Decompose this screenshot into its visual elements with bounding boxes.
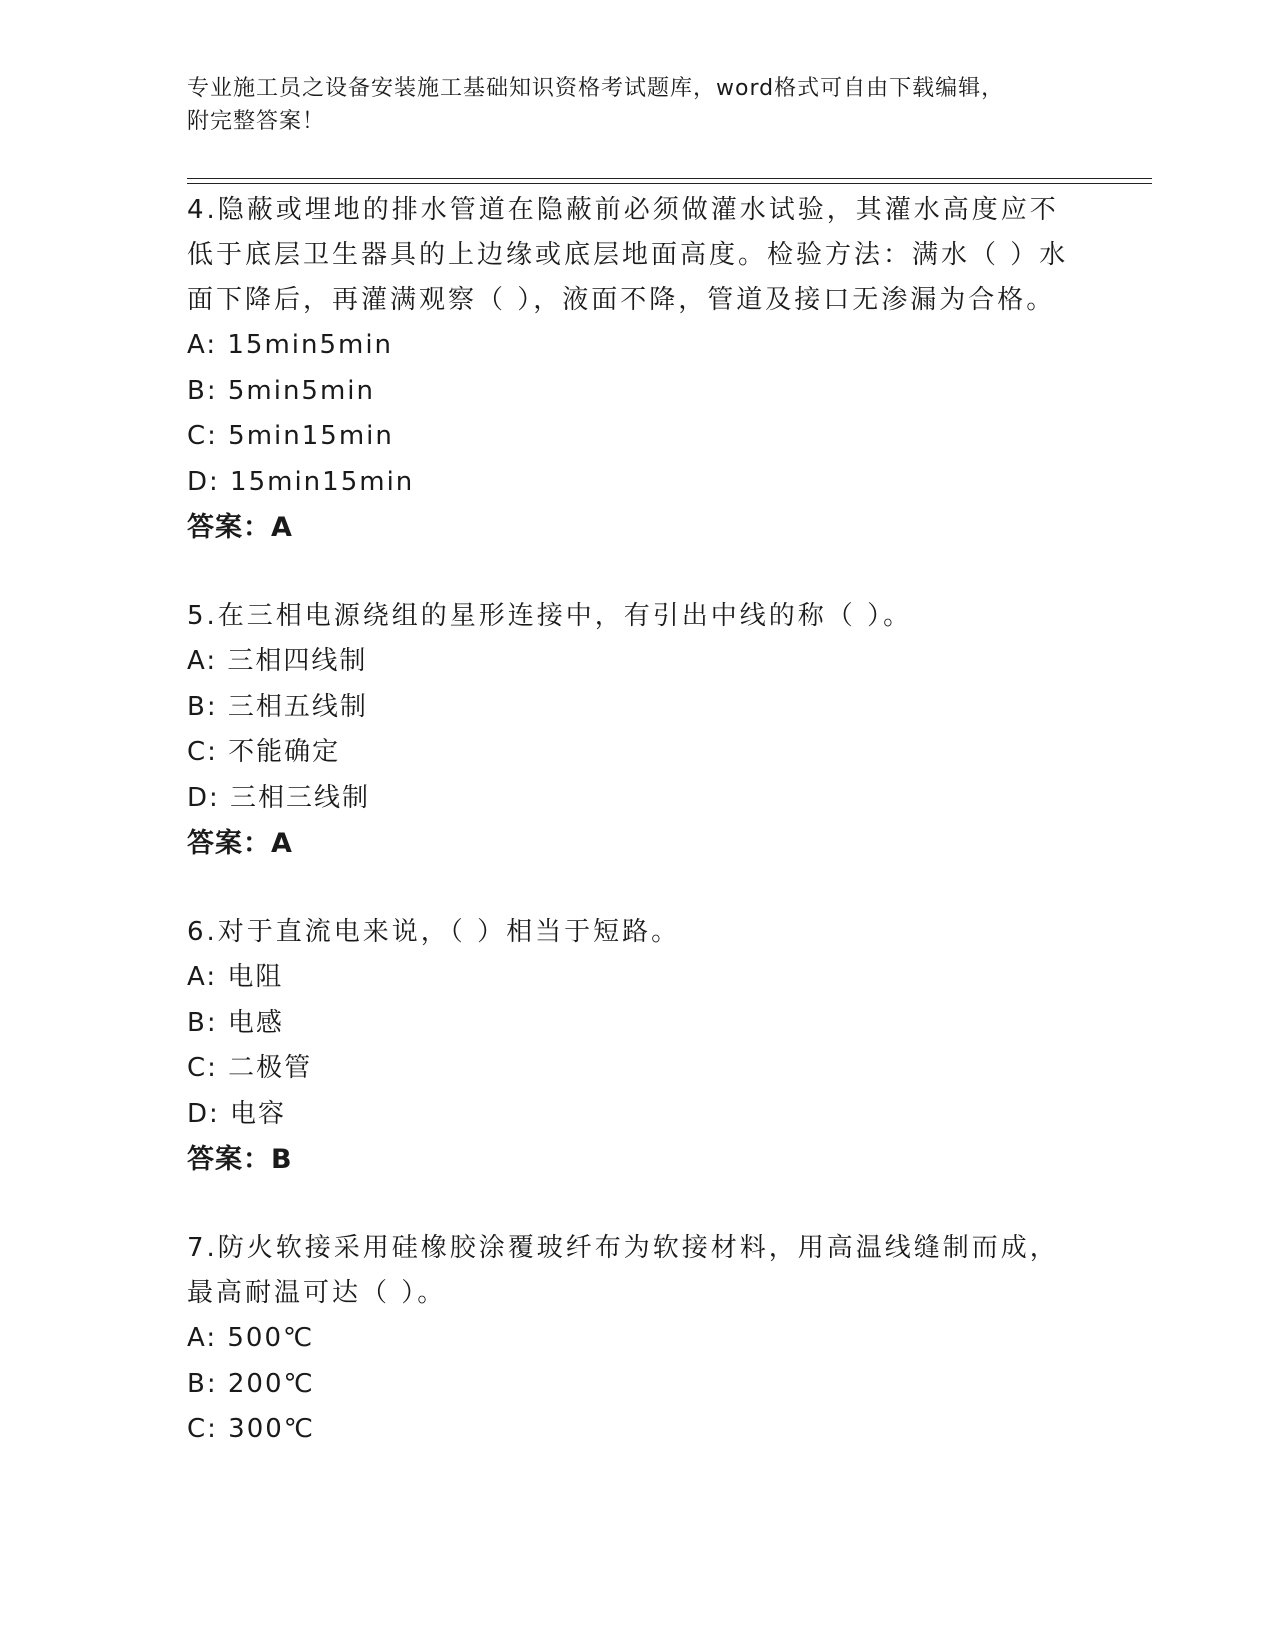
answer: 答案：A (187, 828, 293, 859)
option-c: C: 300℃ (187, 1414, 316, 1444)
header-divider-bottom (187, 183, 1152, 184)
question-6 (187, 910, 1087, 1182)
option-b: B: 电感 (187, 1007, 284, 1038)
option-a: A: 三相四线制 (187, 646, 368, 676)
header-title-line-2: 附完整答案！ (187, 109, 326, 134)
option-c: C: 二极管 (187, 1053, 313, 1083)
question-4 (187, 188, 1087, 550)
header-divider-top (187, 178, 1152, 179)
answer: 答案：B (187, 1144, 293, 1175)
question-7 (187, 1226, 1087, 1453)
option-d: D: 15min15min (187, 466, 415, 497)
option-c: C: 5min15min (187, 421, 394, 451)
answer: 答案：A (187, 512, 293, 543)
option-a: A: 500℃ (187, 1323, 315, 1353)
option-c: C: 不能确定 (187, 737, 341, 767)
option-d: D: 电容 (187, 1098, 287, 1129)
question-text: 6.对于直流电来说，（ ）相当于短路。 (187, 917, 681, 947)
document-header (187, 72, 1087, 138)
question-text: 7.防火软接采用硅橡胶涂覆玻纤布为软接材料，用高温线缝制而成，最高耐温可达（ ）。 (187, 1233, 1059, 1308)
option-b: B: 200℃ (187, 1368, 315, 1399)
question-text: 5.在三相电源绕组的星形连接中，有引出中线的称（ ）。 (187, 601, 913, 631)
header-title-line-1: 专业施工员之设备安装施工基础知识资格考试题库，word格式可自由下载编辑， (187, 76, 1005, 101)
option-d: D: 三相三线制 (187, 782, 371, 813)
option-b: B: 5min5min (187, 375, 376, 406)
option-a: A: 电阻 (187, 962, 284, 992)
option-b: B: 三相五线制 (187, 691, 368, 722)
question-5 (187, 594, 1087, 866)
question-text: 4.隐蔽或埋地的排水管道在隐蔽前必须做灌水试验，其灌水高度应不低于底层卫生器具的上边缘或底层地面高度。检验方法：满水（ ）水面下降后，再灌满观察（ ），液面不降，管道及接口无渗漏为合格。 (187, 195, 1069, 315)
question-list (187, 188, 1087, 1497)
option-a: A: 15min5min (187, 330, 394, 360)
